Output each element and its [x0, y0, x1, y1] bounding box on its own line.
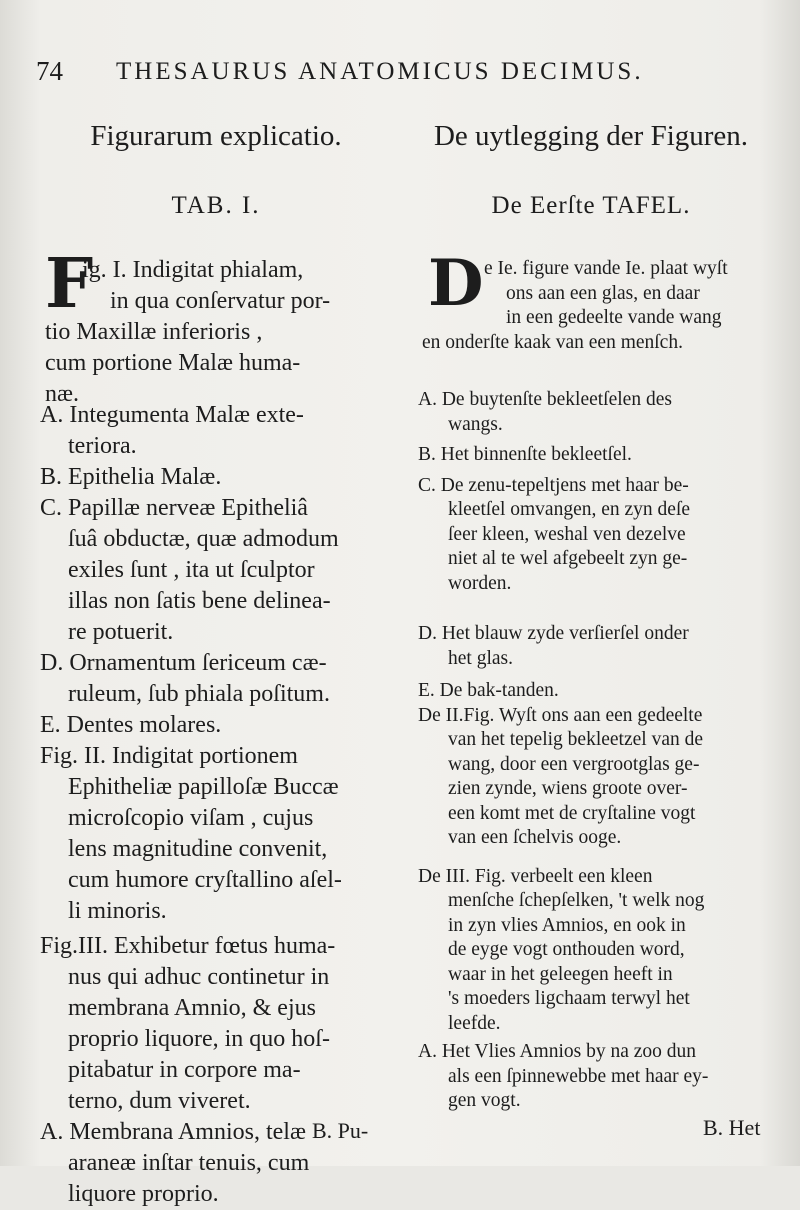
latin-entry	[40, 462, 392, 493]
entry-line: kleetſel omvangen, en zyn deſe	[448, 499, 691, 520]
latin-intro	[40, 255, 392, 410]
dutch-entry	[418, 679, 764, 704]
entry-line: menſche ſchepſelken, 't welk nog	[448, 890, 705, 911]
entry-line: De II.Fig. Wyſt ons aan een gedeelte	[418, 704, 703, 726]
latin-intro-line: in qua conſervatur por-	[110, 288, 331, 314]
dutch-entries	[418, 388, 764, 1114]
entry-line: araneæ inſtar tenuis, cum	[68, 1150, 310, 1176]
latin-entry	[40, 400, 392, 462]
entry-line: li minoris.	[68, 898, 167, 924]
entry-line: E. De bak-tanden.	[418, 680, 559, 701]
entry-line: B. Epithelia Malæ.	[40, 464, 222, 490]
latin-column-title: Figurarum explicatio.	[90, 120, 342, 152]
dutch-table-heading: De Eerſte TAFEL.	[491, 192, 691, 219]
entry-line: cum humore cryſtallino aſel-	[68, 867, 342, 893]
entry-line: als een ſpinnewebbe met haar ey-	[448, 1065, 709, 1087]
dutch-entry	[418, 474, 764, 597]
entry-line: van het tepelig bekleetzel van de	[448, 729, 704, 750]
entry-line: gen vogt.	[448, 1090, 521, 1111]
entry-line: De III. Fig. verbeelt een kleen	[418, 865, 653, 887]
latin-intro-line: næ.	[45, 381, 80, 407]
right-catchword: B. Het	[703, 1115, 761, 1140]
entry-line: membrana Amnio, & ejus	[68, 995, 316, 1021]
entry-line: Fig.III. Exhibetur fœtus huma-	[40, 933, 336, 959]
entry-line: B. Het binnenſte bekleetſel.	[418, 444, 632, 465]
entry-line: A. Het Vlies Amnios by na zoo dun	[418, 1041, 697, 1062]
latin-intro-line: tio Maxillæ inferioris ,	[45, 319, 263, 345]
latin-entry	[40, 710, 392, 741]
entry-line: ſuâ obductæ, quæ admodum	[68, 526, 339, 552]
page-number: 74	[36, 56, 63, 86]
dutch-entry	[418, 704, 764, 851]
latin-intro-line: ig. I. Indigitat phialam,	[82, 257, 304, 283]
entry-line: Fig. II. Indigitat portionem	[40, 743, 298, 769]
latin-entry	[40, 931, 392, 1117]
dutch-intro-line: in een gedeelte vande wang	[506, 307, 722, 328]
dutch-intro	[418, 257, 764, 355]
entry-line: microſcopio viſam , cujus	[68, 805, 314, 831]
entry-line: ſeer kleen, weshal ven dezelve	[448, 523, 686, 545]
entry-line: D. Ornamentum ſericeum cæ-	[40, 650, 327, 676]
entry-line: leefde.	[448, 1012, 501, 1034]
entry-line: van een ſchelvis ooge.	[448, 827, 622, 848]
entry-line: nus qui adhuc continetur in	[68, 964, 330, 990]
entry-line: exiles ſunt , ita ut ſculptor	[68, 557, 315, 583]
entry-line: ruleum, ſub phiala poſitum.	[68, 681, 330, 707]
entry-line: wangs.	[448, 413, 503, 435]
entry-line: pitabatur in corpore ma-	[68, 1057, 301, 1083]
entry-line: de eyge vogt onthouden word,	[448, 939, 685, 960]
page-header	[36, 56, 740, 90]
latin-entry	[40, 493, 392, 648]
entry-line: E. Dentes molares.	[40, 712, 222, 738]
entry-line: Ephitheliæ papilloſæ Buccæ	[68, 774, 339, 800]
entry-line: proprio liquore, in quo hoſ-	[68, 1026, 330, 1052]
entry-line: wang, door een vergrootglas ge-	[448, 753, 700, 775]
entry-line: liquore proprio.	[68, 1181, 219, 1207]
entry-line: C. Papillæ nerveæ Epitheliâ	[40, 495, 308, 521]
entry-line: teriora.	[68, 433, 137, 459]
entry-line: een komt met de cryſtaline vogt	[448, 802, 696, 824]
dutch-intro-line: en onderſte kaak van een menſch.	[422, 331, 683, 353]
entry-line: A. De buytenſte bekleetſelen des	[418, 389, 672, 410]
running-title: THESAURUS ANATOMICUS DECIMUS.	[116, 58, 644, 85]
dutch-entry	[418, 865, 764, 1037]
entry-line: D. Het blauw zyde verſierſel onder	[418, 623, 689, 644]
left-catchword: B. Pu-	[312, 1118, 369, 1143]
entry-line: in zyn vlies Amnios, en ook in	[448, 914, 686, 936]
dutch-intro-line: ons aan een glas, en daar	[506, 282, 700, 304]
dutch-entry	[418, 388, 764, 437]
dutch-entry	[418, 1040, 764, 1114]
entry-line: C. De zenu-tepeltjens met haar be-	[418, 474, 689, 496]
latin-entry	[40, 648, 392, 710]
latin-table-heading: TAB. I.	[171, 192, 261, 219]
latin-intro-line: cum portione Malæ huma-	[45, 350, 301, 376]
entry-line: terno, dum viveret.	[68, 1088, 251, 1114]
entry-line: zien zynde, wiens groote over-	[448, 778, 688, 799]
dutch-entry	[418, 622, 764, 671]
dutch-entry	[418, 443, 764, 468]
entry-line: 's moeders ligchaam terwyl het	[448, 988, 690, 1009]
entry-line: illas non ſatis bene delinea-	[68, 588, 331, 614]
latin-entries	[40, 400, 392, 1210]
entry-line: het glas.	[448, 647, 513, 669]
entry-line: lens magnitudine convenit,	[68, 836, 328, 862]
dutch-drop-cap: D	[428, 246, 484, 321]
latin-drop-cap: F	[45, 244, 94, 324]
dutch-column-title: De uytlegging der Figuren.	[433, 120, 749, 152]
entry-line: re potuerit.	[68, 619, 174, 645]
entry-line: waar in het geleegen heeft in	[448, 963, 673, 985]
entry-line: A. Integumenta Malæ exte-	[40, 402, 304, 428]
latin-entry	[40, 741, 392, 927]
dutch-intro-line: e Ie. figure vande Ie. plaat wyſt	[484, 258, 728, 279]
entry-line: worden.	[448, 572, 512, 594]
entry-line: A. Membrana Amnios, telæ	[40, 1119, 306, 1145]
entry-line: niet al te wel afgebeelt zyn ge-	[448, 548, 688, 569]
